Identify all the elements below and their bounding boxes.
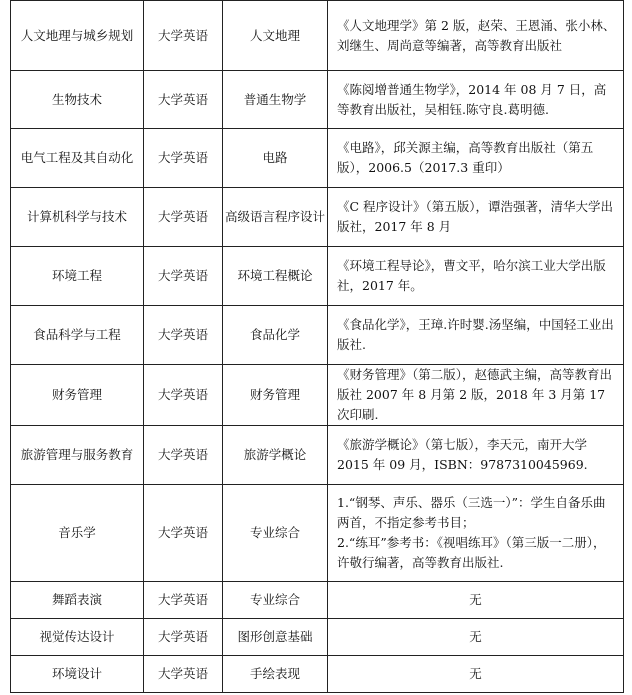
table-row [11,426,624,485]
table-row [11,1,624,71]
subject-cell: 大学英语 [144,306,223,365]
reference-cell [328,619,624,656]
reference-cell [328,1,624,71]
reference-cell [328,71,624,129]
reference-text: 2.“练耳”参考书：《视唱练耳》（第三版一二册），许敬行编著，高等教育出版社. [337,535,606,570]
major-cell: 环境工程 [11,247,144,306]
table-row [11,129,624,188]
subject-cell: 大学英语 [144,71,223,129]
reference-text: 1.“钢琴、声乐、器乐（三选一）”：学生自备乐曲两首，不指定参考书目； [337,495,606,530]
reference-text: 《财务管理》（第二版），赵德武主编，高等教育出版社 2007 年 8 月第 2 版，2018 年 3 月第 17 次印刷. [337,367,613,422]
reference-cell [328,188,624,247]
subject-cell: 大学英语 [144,656,223,693]
reference-cell [328,129,624,188]
table-row [11,582,624,619]
reference-text: 无 [469,666,482,681]
subject-cell: 大学英语 [144,485,223,582]
reference-text: 《环境工程导论》，曹文平，哈尔滨工业大学出版社，2017 年。 [337,258,606,293]
reference-text: 《旅游学概论》（第七版），李天元，南开大学 2015 年 09 月，ISBN：9787310045969. [337,437,588,472]
reference-text: 《电路》，邱关源主编，高等教育出版社（第五版），2006.5（2017.3 重印） [337,140,594,175]
major-cell: 环境设计 [11,656,144,693]
reference-text: 《人文地理学》第 2 版，赵荣、王恩涌、张小林、刘继生、周尚意等编著，高等教育出版社 [337,17,616,53]
course-cell: 专业综合 [223,485,328,582]
table-row [11,188,624,247]
reference-cell [328,426,624,485]
reference-cell [328,582,624,619]
reference-cell [328,656,624,693]
major-cell: 旅游管理与服务教育 [11,426,144,485]
subject-cell: 大学英语 [144,1,223,71]
course-reference-table [10,0,624,693]
major-cell: 人文地理与城乡规划 [11,1,144,71]
course-cell: 手绘表现 [223,656,328,693]
reference-text: 无 [469,592,482,607]
course-cell: 财务管理 [223,365,328,426]
subject-cell: 大学英语 [144,129,223,188]
major-cell: 视觉传达设计 [11,619,144,656]
reference-text: 《C 程序设计》（第五版），谭浩强著，清华大学出版社，2017 年 8 月 [337,199,614,234]
reference-cell [328,365,624,426]
course-cell: 环境工程概论 [223,247,328,306]
major-cell: 电气工程及其自动化 [11,129,144,188]
reference-cell [328,247,624,306]
major-cell: 食品科学与工程 [11,306,144,365]
major-cell: 舞蹈表演 [11,582,144,619]
table-row [11,485,624,582]
table-row [11,365,624,426]
reference-text: 《陈阅增普通生物学》，2014 年 08 月 7 日，高等教育出版社，吴相钰.陈守良.葛明德. [337,81,607,117]
reference-text: 无 [469,629,482,644]
table-row [11,619,624,656]
course-cell: 旅游学概论 [223,426,328,485]
table-row [11,247,624,306]
subject-cell: 大学英语 [144,247,223,306]
table-row [11,656,624,693]
reference-cell [328,485,624,582]
reference-text: 《食品化学》，王璋.许时婴.汤坚编，中国轻工业出版社. [337,317,614,352]
subject-cell: 大学英语 [144,188,223,247]
course-cell: 普通生物学 [223,71,328,129]
subject-cell: 大学英语 [144,426,223,485]
major-cell: 生物技术 [11,71,144,129]
reference-cell [328,306,624,365]
subject-cell: 大学英语 [144,582,223,619]
major-cell: 音乐学 [11,485,144,582]
course-cell: 图形创意基础 [223,619,328,656]
subject-cell: 大学英语 [144,619,223,656]
major-cell: 财务管理 [11,365,144,426]
course-cell: 高级语言程序设计 [223,188,328,247]
subject-cell: 大学英语 [144,365,223,426]
table-row [11,306,624,365]
course-cell: 人文地理 [223,1,328,71]
table-row [11,71,624,129]
course-cell: 专业综合 [223,582,328,619]
course-cell: 食品化学 [223,306,328,365]
course-cell: 电路 [223,129,328,188]
major-cell: 计算机科学与技术 [11,188,144,247]
